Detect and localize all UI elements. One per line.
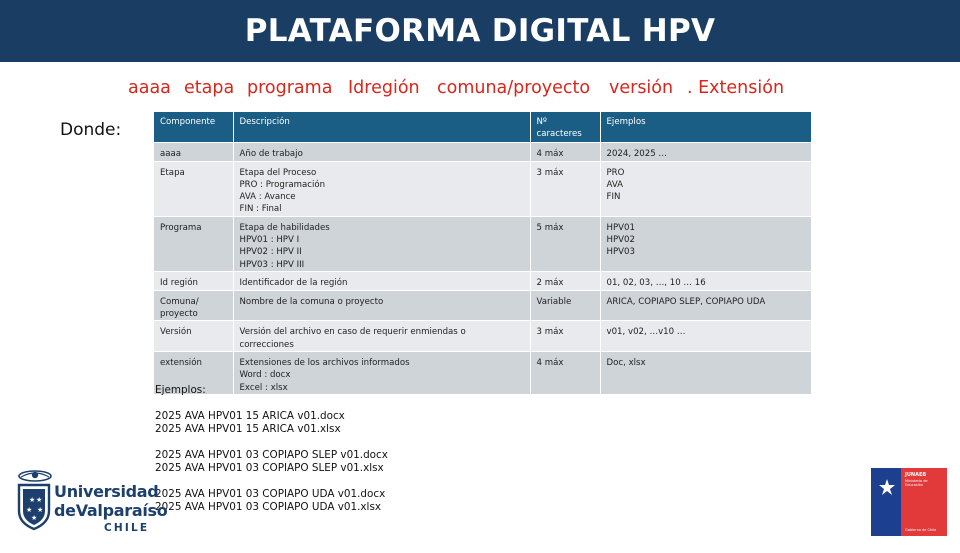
- cell-caracteres: 5 máx: [530, 216, 600, 271]
- svg-text:★: ★: [37, 506, 44, 514]
- example-filename: 2025 AVA HPV01 15 ARICA v01.xlsx: [155, 423, 341, 435]
- cell-caracteres: 4 máx: [530, 352, 600, 394]
- table-row: [154, 142, 811, 161]
- cell-componente: Comuna/ proyecto: [154, 290, 233, 321]
- examples-block: [155, 384, 388, 527]
- cell-ejemplos: Doc, xlsx: [600, 352, 811, 394]
- cell-ejemplos: PRO AVA FIN: [600, 161, 811, 216]
- example-group: [155, 488, 388, 514]
- page-title: PLATAFORMA DIGITAL HPV: [244, 13, 716, 49]
- cell-caracteres: 3 máx: [530, 321, 600, 352]
- pattern-part-extension: . Extensión: [687, 78, 785, 98]
- cell-ejemplos: v01, v02, …v10 …: [600, 321, 811, 352]
- column-header-componente: Componente: [154, 112, 233, 142]
- cell-ejemplos: HPV01 HPV02 HPV03: [600, 216, 811, 271]
- cell-descripcion: Etapa del Proceso PRO : Programación AVA : Avance FIN : Final: [233, 161, 530, 216]
- svg-text:★: ★: [36, 496, 43, 504]
- table-row: [154, 321, 811, 352]
- cell-caracteres: Variable: [530, 290, 600, 321]
- cell-ejemplos: 01, 02, 03, …, 10 … 16: [600, 271, 811, 290]
- example-group: [155, 449, 388, 475]
- cell-componente: Programa: [154, 216, 233, 271]
- pattern-part-year: aaaa: [128, 78, 171, 98]
- example-filename: 2025 AVA HPV01 03 COPIAPO SLEP v01.docx: [155, 449, 388, 461]
- cell-descripcion: Etapa de habilidades HPV01 : HPV I HPV02 : HPV II HPV03 : HPV III: [233, 216, 530, 271]
- examples-title: Ejemplos:: [155, 384, 206, 396]
- header-bar: [0, 0, 960, 62]
- cell-descripcion: Nombre de la comuna o proyecto: [233, 290, 530, 321]
- table-row: [154, 216, 811, 271]
- table-row: [154, 161, 811, 216]
- cell-descripcion: Identificador de la región: [233, 271, 530, 290]
- example-filename: 2025 AVA HPV01 03 COPIAPO UDA v01.xlsx: [155, 501, 382, 513]
- cell-ejemplos: ARICA, COPIAPO SLEP, COPIAPO UDA: [600, 290, 811, 321]
- pattern-part-program: programa: [247, 78, 333, 98]
- column-header-descripcion: Descripción: [233, 112, 530, 142]
- pattern-part-version: versión: [609, 78, 674, 98]
- column-header-ejemplos: Ejemplos: [600, 112, 811, 142]
- cell-componente: Versión: [154, 321, 233, 352]
- junaeb-label: JUNAEB: [905, 472, 927, 478]
- cell-caracteres: 4 máx: [530, 142, 600, 161]
- cell-componente: aaaa: [154, 142, 233, 161]
- gobierno-label: Gobierno de Chile: [905, 528, 937, 532]
- example-filename: 2025 AVA HPV01 03 COPIAPO UDA v01.docx: [155, 488, 386, 500]
- pattern-part-stage: etapa: [184, 78, 235, 98]
- example-group: [155, 410, 388, 436]
- shield-stars-icon: [17, 483, 51, 531]
- components-table: [154, 112, 812, 394]
- cell-componente: extensión: [154, 352, 233, 394]
- svg-text:★: ★: [31, 514, 38, 522]
- example-filename: 2025 AVA HPV01 15 ARICA v01.docx: [155, 410, 345, 422]
- donde-label: Donde:: [60, 120, 122, 140]
- table-row: [154, 271, 811, 290]
- uv-emblem-icon: [17, 468, 53, 482]
- uv-logo-line1: Universidad: [54, 482, 159, 501]
- cell-componente: Id región: [154, 271, 233, 290]
- cell-caracteres: 2 máx: [530, 271, 600, 290]
- uv-logo-line3: CHILE: [104, 522, 150, 534]
- table-header-row: [154, 112, 811, 142]
- cell-descripcion: Versión del archivo en caso de requerir enmiendas o correcciones: [233, 321, 530, 352]
- cell-descripcion: Extensiones de los archivos informados Word : docx Excel : xlsx: [233, 352, 530, 394]
- cell-ejemplos: 2024, 2025 …: [600, 142, 811, 161]
- star-emblem-icon: [878, 478, 896, 496]
- svg-text:★: ★: [29, 496, 36, 504]
- cell-descripcion: Año de trabajo: [233, 142, 530, 161]
- table-row: [154, 290, 811, 321]
- pattern-part-region: Idregión: [348, 78, 420, 98]
- universidad-valparaiso-logo: [14, 466, 168, 540]
- filename-pattern: [0, 76, 960, 102]
- cell-caracteres: 3 máx: [530, 161, 600, 216]
- svg-text:★: ★: [26, 506, 33, 514]
- junaeb-gobierno-logo: [871, 468, 947, 536]
- ministry-label: Ministerio de Educación: [905, 479, 928, 488]
- cell-componente: Etapa: [154, 161, 233, 216]
- column-header-caracteres: Nº caracteres: [530, 112, 600, 142]
- example-filename: 2025 AVA HPV01 03 COPIAPO SLEP v01.xlsx: [155, 462, 384, 474]
- pattern-part-commune: comuna/proyecto: [437, 78, 591, 98]
- uv-logo-line2: deValparaíso: [54, 501, 168, 520]
